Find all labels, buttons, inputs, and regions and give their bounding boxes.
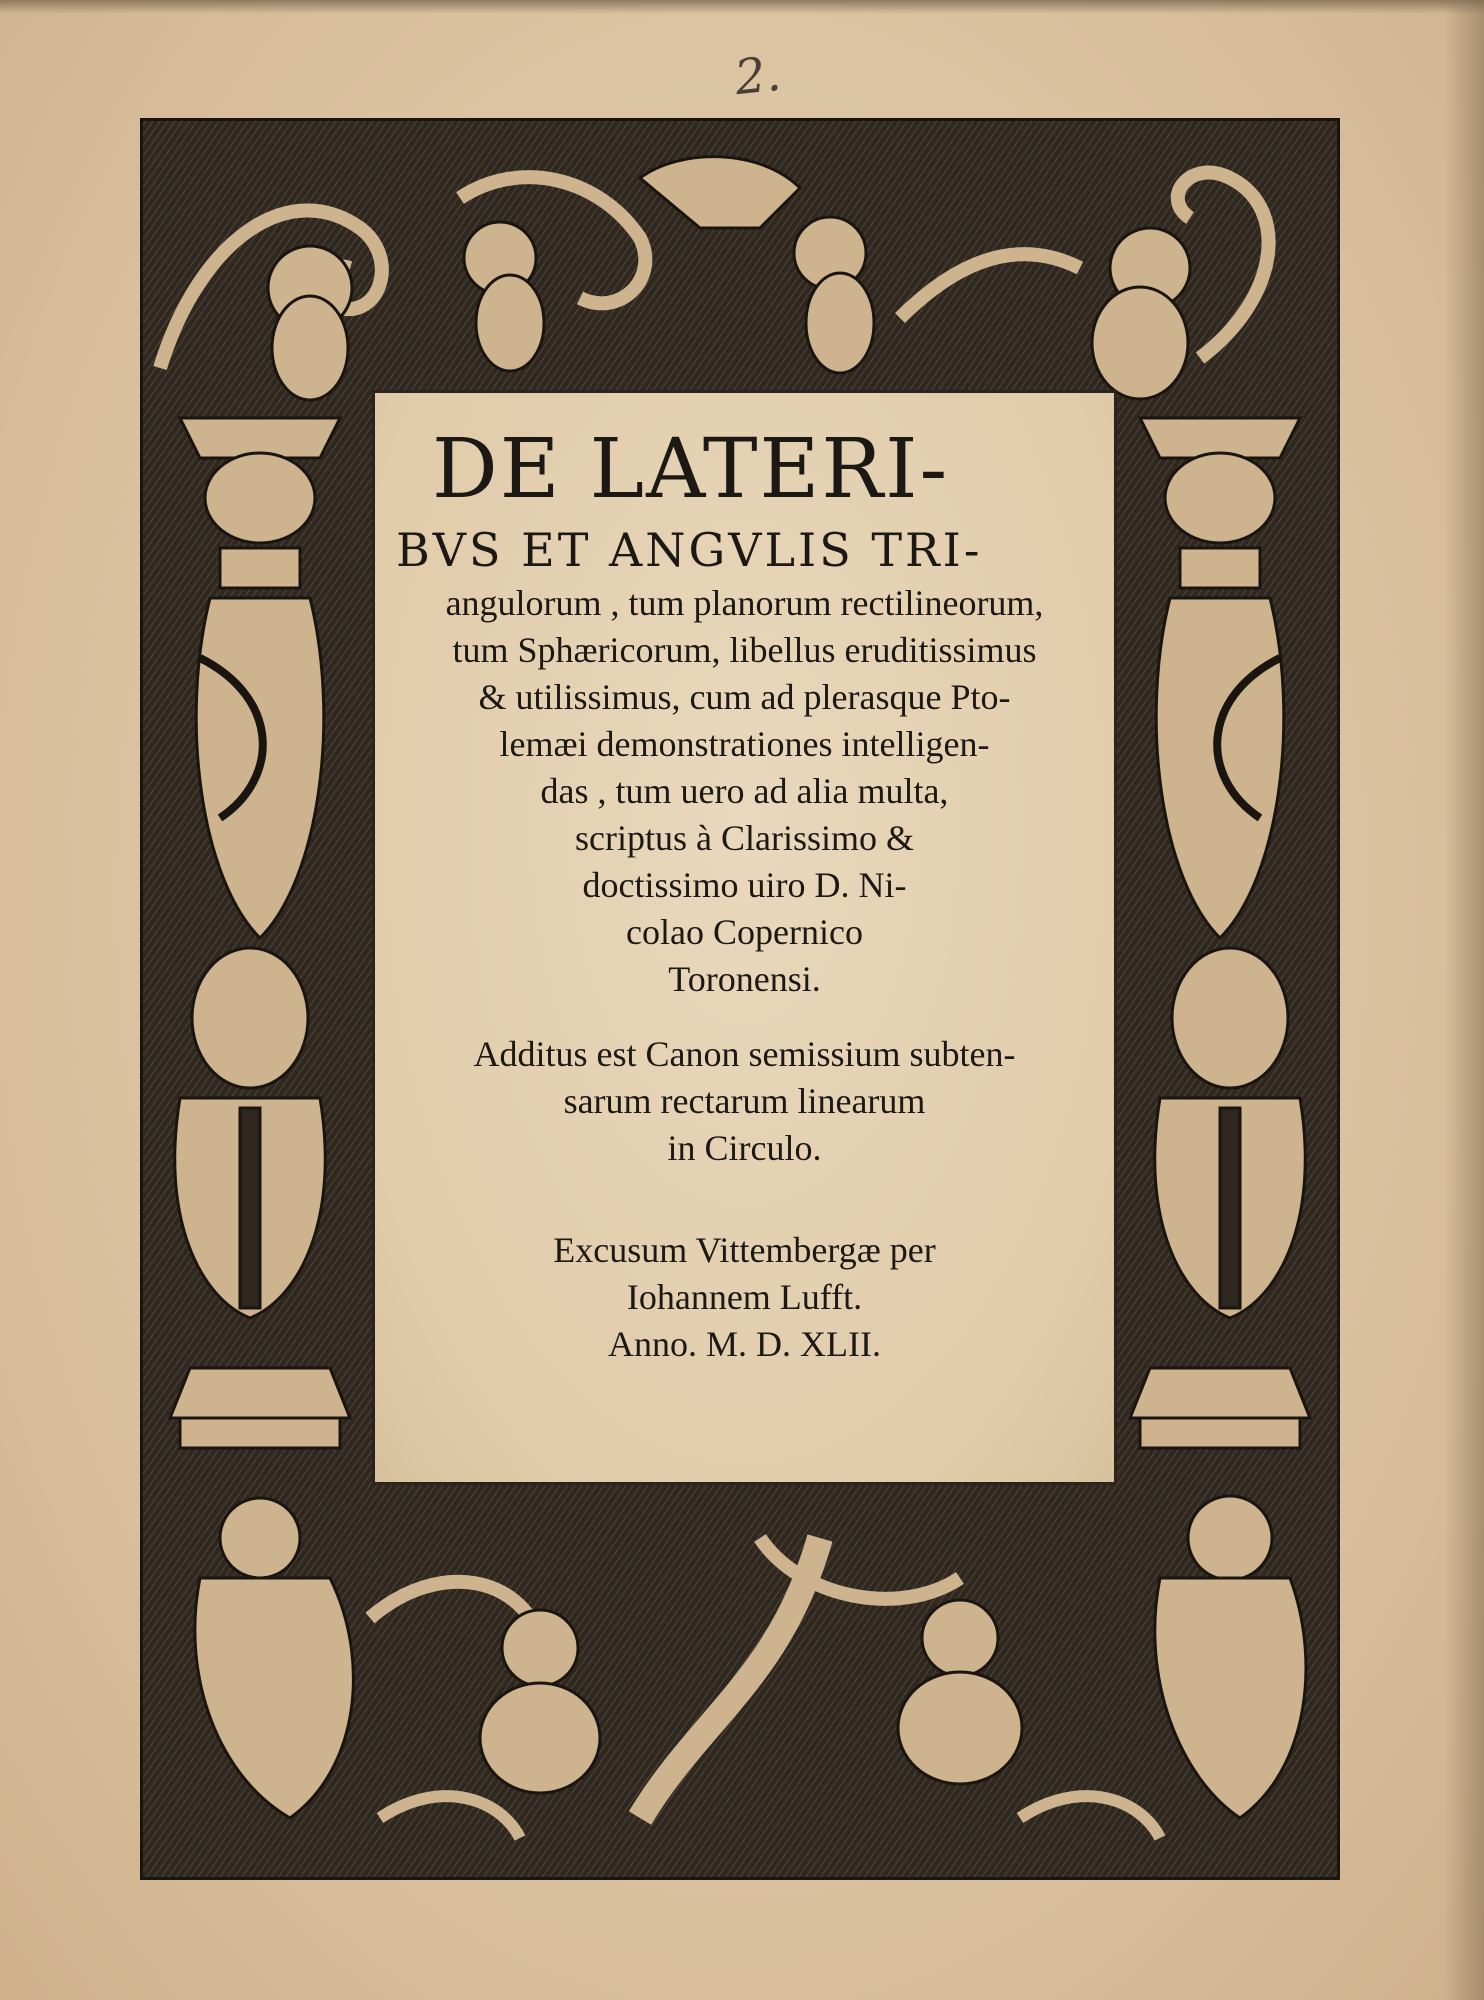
body-line-8: colao Copernico — [626, 912, 863, 952]
spacer — [372, 1003, 1117, 1031]
body-line-4: lemæi demonstrationes intelligen- — [499, 724, 990, 764]
title-line-1: DE LATERI- — [432, 422, 950, 517]
folio-number: 2. — [732, 45, 784, 107]
addendum-line-3: in Circulo. — [667, 1128, 822, 1168]
imprint-line-2: Iohannem Lufft. — [626, 1277, 863, 1317]
body-line-3: & utilissimus, cum ad plerasque Pto- — [478, 677, 1011, 717]
body-line-9: Toronensi. — [668, 959, 821, 999]
addendum-line-1: Additus est Canon semissium subten- — [473, 1034, 1016, 1074]
addendum-line-2: sarum rectarum linearum — [563, 1081, 926, 1121]
title-panel — [372, 390, 1117, 1485]
body-line-2: tum Sphæricorum, libellus eruditissimus — [452, 630, 1037, 670]
body-line-5: das , tum uero ad alia multa, — [540, 771, 949, 811]
body-line-1: angulorum , tum planorum rectilineorum, — [445, 583, 1044, 623]
page-right-edge — [1444, 0, 1484, 2000]
spacer — [372, 1172, 1117, 1227]
body-line-6: scriptus à Clarissimo & — [575, 818, 914, 858]
title-text-block — [372, 420, 1117, 1368]
title-line-2: BVS ET ANGVLIS TRI- — [396, 523, 983, 577]
imprint-line-1: Excusum Vittembergæ per — [553, 1230, 936, 1270]
imprint-line-3: Anno. M. D. XLII. — [608, 1324, 881, 1364]
body-line-7: doctissimo uiro D. Ni- — [582, 865, 907, 905]
page-top-edge — [0, 0, 1484, 14]
